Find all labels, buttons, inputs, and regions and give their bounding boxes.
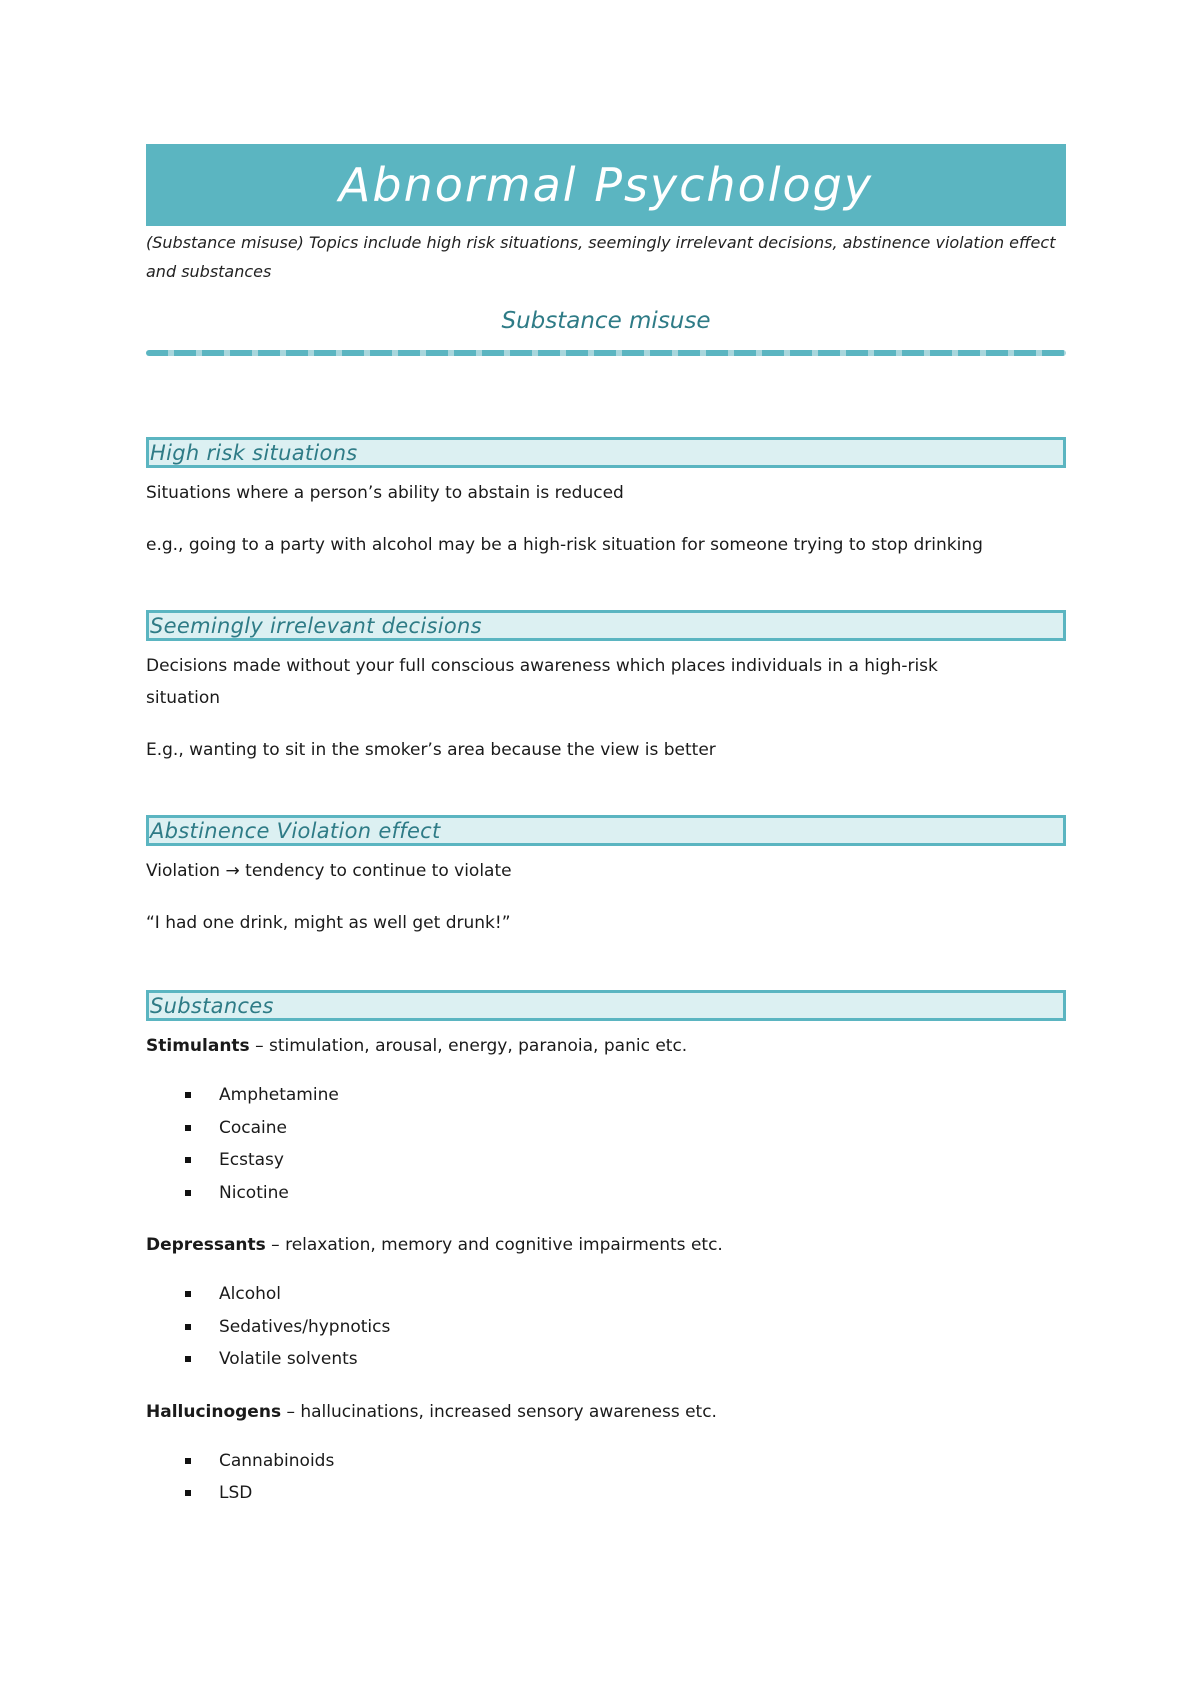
hallucinogens-list (146, 1445, 1066, 1510)
heading-abstinence: Abstinence Violation effect (150, 818, 441, 843)
list-item (146, 1311, 1066, 1344)
bullet-icon (185, 1291, 191, 1297)
bullet-icon (185, 1490, 191, 1496)
paragraph-definition (146, 855, 1066, 887)
hallucinogens-line (146, 1396, 1066, 1428)
list-item (146, 1177, 1066, 1210)
heading-box-substances (146, 990, 1066, 1021)
section-irrelevant-decisions (146, 610, 1066, 766)
list-item-text: LSD (219, 1483, 253, 1503)
violation-text: Violation (146, 861, 221, 881)
bullet-icon (185, 1157, 191, 1163)
list-item (146, 1445, 1066, 1478)
heading-box-high-risk (146, 437, 1066, 468)
bullet-icon (185, 1125, 191, 1131)
bullet-icon (185, 1356, 191, 1362)
list-item-text: Nicotine (219, 1182, 289, 1203)
bullet-icon (185, 1190, 191, 1196)
divider-line (146, 350, 1066, 356)
list-item (146, 1079, 1066, 1112)
section-heading: Substance misuse (501, 308, 711, 334)
list-item (146, 1343, 1066, 1376)
section-abstinence (146, 815, 1066, 939)
list-item-text: Volatile solvents (219, 1349, 358, 1369)
document-page (146, 144, 1066, 1510)
depressants-list (146, 1278, 1066, 1376)
list-item (146, 1144, 1066, 1177)
stimulants-desc: – stimulation, arousal, energy, paranoia, panic etc. (249, 1036, 688, 1056)
heading-box-abstinence (146, 815, 1066, 846)
paragraph-example: E.g., wanting to sit in the smoker’s area because the view is better (146, 740, 716, 760)
section-high-risk (146, 437, 1066, 561)
list-item-text: Cannabinoids (219, 1450, 335, 1471)
depressants-label: Depressants (146, 1235, 266, 1255)
heading-high-risk: High risk situations (150, 440, 358, 465)
paragraph-example: e.g., going to a party with alcohol may be a high-risk situation for someone trying to stop drinking (146, 535, 983, 555)
stimulants-list (146, 1079, 1066, 1209)
arrow-right-icon: → (225, 861, 240, 881)
heading-box-irrelevant (146, 610, 1066, 641)
document-subtitle: (Substance misuse) Topics include high risk situations, seemingly irrelevant decisions, abstinence violation effect and substances (146, 233, 1056, 281)
bullet-icon (185, 1092, 191, 1098)
heading-irrelevant: Seemingly irrelevant decisions (150, 613, 482, 638)
paragraph-quote: “I had one drink, might as well get drunk!” (146, 913, 511, 933)
section-substances (146, 990, 1066, 1510)
list-item-text: Amphetamine (219, 1085, 339, 1105)
stimulants-line (146, 1030, 1066, 1062)
bullet-icon (185, 1324, 191, 1330)
document-title: Abnormal Psychology (338, 158, 874, 212)
list-item (146, 1278, 1066, 1311)
depressants-line (146, 1229, 1066, 1261)
paragraph-definition: Decisions made without your full conscious awareness which places individuals in a high-risk situation (146, 656, 938, 708)
tendency-text: tendency to continue to violate (245, 861, 512, 881)
list-item-text: Alcohol (219, 1284, 281, 1304)
list-item (146, 1112, 1066, 1145)
list-item-text: Ecstasy (219, 1150, 284, 1170)
stimulants-label: Stimulants (146, 1036, 250, 1056)
hallucinogens-label: Hallucinogens (146, 1401, 282, 1422)
bullet-icon (185, 1458, 191, 1464)
list-item (146, 1477, 1066, 1510)
list-item-text: Sedatives/hypnotics (219, 1316, 391, 1337)
title-banner (146, 144, 1066, 226)
heading-substances: Substances (150, 993, 274, 1018)
depressants-desc: – relaxation, memory and cognitive impairments etc. (265, 1235, 723, 1255)
list-item-text: Cocaine (219, 1117, 287, 1138)
hallucinogens-desc: – hallucinations, increased sensory awareness etc. (281, 1401, 717, 1422)
paragraph-definition: Situations where a person’s ability to abstain is reduced (146, 483, 624, 503)
